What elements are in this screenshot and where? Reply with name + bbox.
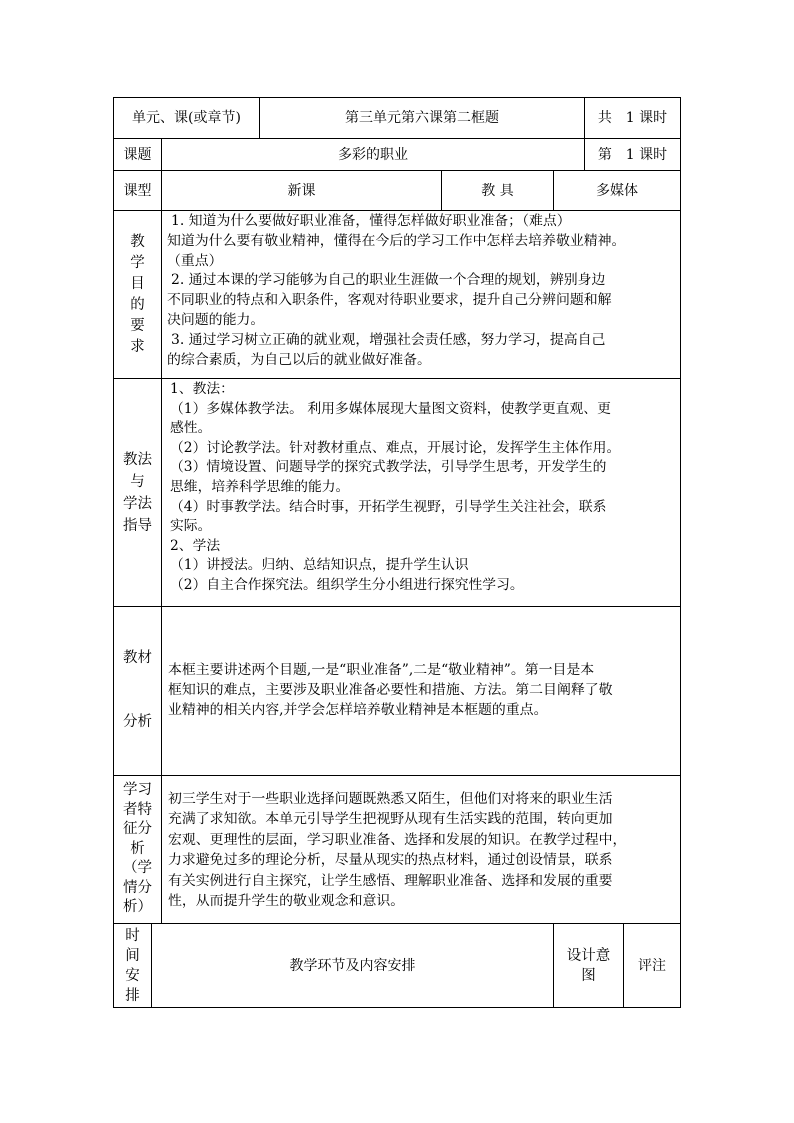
schedule-label bbox=[114, 924, 151, 1007]
schedule-content-label: 教学环节及内容安排 bbox=[289, 957, 416, 974]
material-label-top: 教材 bbox=[123, 650, 152, 666]
learner-label-char: 学习 bbox=[123, 782, 152, 799]
methods-content bbox=[162, 380, 680, 606]
goals-line: 决问题的能力。 bbox=[167, 311, 265, 328]
methods-line: （3）情境设置、问题导学的探究式教学法，引导学生思考，开发学生的 bbox=[170, 459, 607, 476]
border-bottom bbox=[113, 1007, 681, 1008]
methods-line: 1、教法： bbox=[170, 381, 234, 397]
goals-label-char: 要 bbox=[130, 317, 145, 334]
learner-line: 宏观、更理性的层面，学习职业准备、选择和发展的知识。在教学过程中， bbox=[168, 831, 627, 848]
border-row6 bbox=[113, 775, 681, 776]
methods-label-char: 指导 bbox=[123, 517, 152, 534]
methods-label bbox=[114, 379, 161, 606]
goals-label-char: 求 bbox=[130, 338, 145, 355]
methods-label-char: 与 bbox=[130, 473, 145, 490]
unit-label: 单元、课(或章节) bbox=[132, 110, 241, 126]
note-label: 评注 bbox=[638, 957, 666, 974]
schedule-label-char: 排 bbox=[125, 987, 140, 1004]
tools-label: 教 具 bbox=[481, 182, 514, 199]
lesson-order: 第 1 课时 bbox=[597, 146, 668, 163]
material-line: 本框主要讲述两个目题,一是“职业准备”,二是“敬业精神”。第一目是本 bbox=[168, 662, 595, 678]
learner-label-char: 析 bbox=[130, 840, 145, 857]
design-intent-line: 图 bbox=[581, 967, 596, 984]
learner-label-char: 者特 bbox=[123, 801, 152, 818]
goals-line: 知道为什么要有敬业精神，懂得在今后的学习工作中怎样去培养敬业精神。 bbox=[167, 232, 626, 249]
methods-line: （1）讲授法。归纳、总结知识点，提升学生认识 bbox=[170, 557, 469, 574]
methods-line: 感性。 bbox=[170, 420, 212, 437]
total-lessons: 共 1 课时 bbox=[597, 110, 668, 126]
schedule-label-char: 间 bbox=[125, 947, 140, 964]
learner-line: 充满了求知欲。本单元引导学生把视野从现有生活实践的范围，转向更加 bbox=[168, 811, 613, 828]
learner-label bbox=[114, 776, 161, 923]
learner-label-char: （学 bbox=[123, 860, 152, 877]
methods-label-char: 学法 bbox=[123, 495, 152, 512]
goals-line: 3. 通过学习树立正确的就业观，增强社会责任感，努力学习，提高自己 bbox=[171, 331, 606, 348]
goals-line: 2. 通过本课的学习能够为自己的职业生涯做一个合理的规划，辨别身边 bbox=[171, 272, 606, 289]
border-row3 bbox=[113, 210, 681, 211]
goals-line: 1. 知道为什么要做好职业准备，懂得怎样做好职业准备；（难点） bbox=[171, 213, 571, 229]
unit-value: 第三单元第六课第二框题 bbox=[345, 110, 499, 126]
goals-label-char: 目 bbox=[130, 275, 145, 292]
methods-line: （1）多媒体教学法。 利用多媒体展现大量图文资料，使教学更直观、更 bbox=[170, 400, 611, 417]
material-line: 业精神的相关内容,并学会怎样培养敬业精神是本框题的重点。 bbox=[168, 702, 548, 719]
methods-line: （4）时事教学法。结合时事，开拓学生视野，引导学生关注社会，联系 bbox=[170, 498, 607, 515]
learner-label-char: 征分 bbox=[123, 821, 152, 838]
learner-label-char: 析） bbox=[123, 899, 152, 916]
material-content bbox=[162, 660, 680, 740]
schedule-label-char: 安 bbox=[125, 967, 140, 984]
learner-line: 有关实例进行自主探究，让学生感悟、理解职业准备、选择和发展的重要 bbox=[168, 872, 613, 889]
learner-content bbox=[162, 789, 680, 917]
goals-label-char: 教 bbox=[130, 233, 145, 250]
goals-line: 的综合素质，为自己以后的就业做好准备。 bbox=[167, 351, 431, 368]
learner-label-char: 情分 bbox=[123, 879, 152, 896]
methods-line: （2）自主合作探究法。组织学生分小组进行探究性学习。 bbox=[170, 576, 524, 593]
goals-line: （重点） bbox=[167, 252, 223, 269]
tools-value: 多媒体 bbox=[596, 182, 638, 199]
design-intent-line: 设计意 bbox=[566, 947, 611, 964]
material-label-bottom: 分析 bbox=[123, 714, 152, 730]
border-row5 bbox=[113, 606, 681, 607]
methods-line: 思维，培养科学思维的能力。 bbox=[170, 478, 350, 495]
goals-line: 不同职业的特点和入职条件，客观对待职业要求，提升自己分辨问题和解 bbox=[167, 292, 612, 309]
type-label: 课型 bbox=[123, 182, 152, 199]
goals-label bbox=[114, 211, 161, 378]
design-intent-label bbox=[554, 924, 623, 1007]
learner-line: 性，从而提升学生的敬业观念和意识。 bbox=[168, 893, 405, 910]
methods-line: 2、学法 bbox=[170, 537, 221, 554]
methods-line: （2）讨论教学法。针对教材重点、难点，开展讨论，发挥学生主体作用。 bbox=[170, 439, 621, 456]
learner-line: 初三学生对于一些职业选择问题既熟悉又陌生，但他们对将来的职业生活 bbox=[168, 791, 613, 807]
methods-label-char: 教法 bbox=[123, 451, 152, 468]
goals-label-char: 的 bbox=[130, 296, 145, 313]
material-line: 框知识的难点，主要涉及职业准备必要性和措施、方法。第二目阐释了敬 bbox=[168, 682, 613, 699]
topic-value: 多彩的职业 bbox=[338, 146, 408, 163]
type-value: 新课 bbox=[287, 182, 316, 199]
goals-label-char: 学 bbox=[130, 254, 145, 271]
goals-content bbox=[162, 212, 682, 378]
methods-line: 实际。 bbox=[170, 518, 212, 535]
border-row4 bbox=[113, 378, 681, 379]
schedule-label-char: 时 bbox=[125, 927, 140, 944]
topic-label: 课题 bbox=[123, 146, 152, 163]
learner-line: 力求避免过多的理论分析，尽量从现实的热点材料，通过创设情景，联系 bbox=[168, 852, 613, 869]
